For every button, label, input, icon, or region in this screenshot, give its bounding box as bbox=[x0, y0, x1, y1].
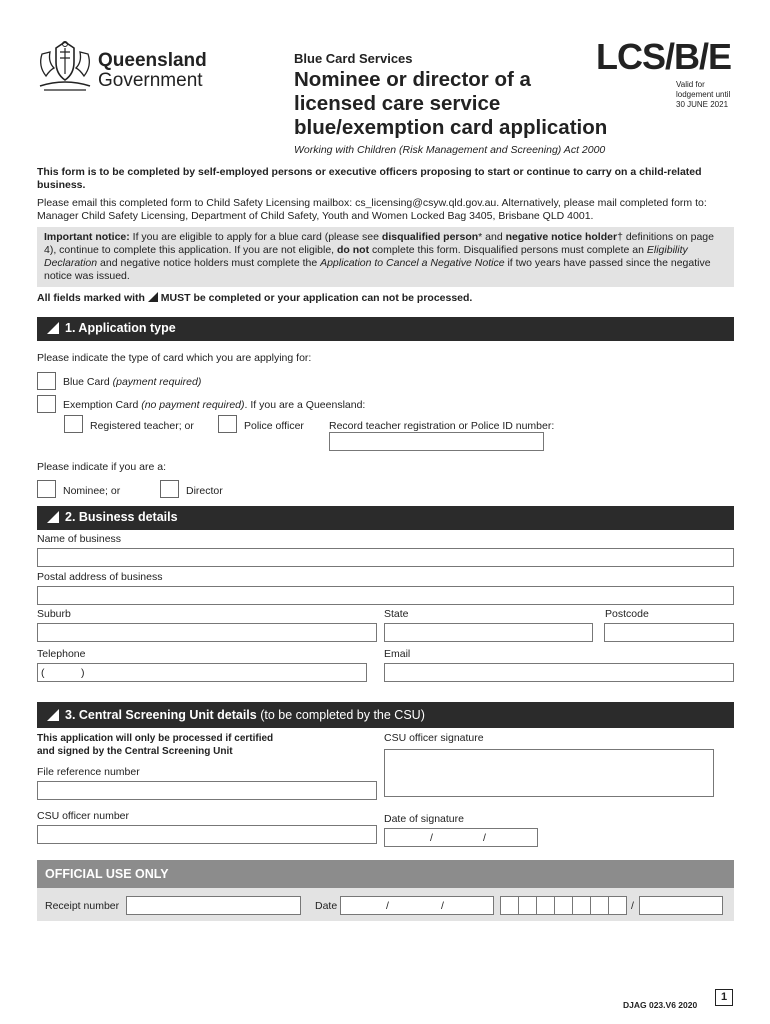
director-checkbox[interactable] bbox=[160, 480, 179, 498]
postal-address-input[interactable] bbox=[37, 586, 734, 605]
intro-paragraph-2: Please email this completed form to Child Safety Licensing mailbox: cs_licensing@csyw.qld.gov.au. Alternatively, please mail completed form to: Manager Child Safety Licensing, Department of Child Safety, Youth and Women Locked Bag 3405, Brisbane QLD 4001. bbox=[37, 197, 707, 222]
code-slash: / bbox=[631, 900, 634, 912]
form-version-code: DJAG 023.V6 2020 bbox=[623, 1000, 698, 1010]
org-name-line1: Queensland bbox=[98, 50, 207, 71]
email-label: Email bbox=[384, 648, 411, 660]
date-slash-2: / bbox=[483, 832, 486, 844]
nominee-label: Nominee; or bbox=[63, 485, 121, 497]
title-line3: blue/exemption card application bbox=[294, 116, 608, 139]
notice-disqualified: disqualified person bbox=[381, 231, 479, 243]
police-officer-checkbox[interactable] bbox=[218, 415, 237, 433]
exemption-tail: . If you are a Queensland: bbox=[244, 399, 366, 411]
csu-warning-line1: This application will only be processed if certified bbox=[37, 733, 274, 744]
page-title bbox=[294, 68, 607, 140]
official-use-title: OFFICIAL USE ONLY bbox=[45, 867, 169, 881]
title-line1: Nominee or director of a bbox=[294, 68, 531, 91]
csu-signature-field[interactable] bbox=[384, 749, 714, 797]
receipt-number-input[interactable] bbox=[126, 896, 301, 915]
official-date-label: Date bbox=[315, 900, 338, 912]
registered-teacher-checkbox[interactable] bbox=[64, 415, 83, 433]
code-box[interactable] bbox=[500, 896, 519, 915]
postal-address-label: Postal address of business bbox=[37, 571, 163, 583]
code-box[interactable] bbox=[590, 896, 609, 915]
page-number: 1 bbox=[715, 989, 733, 1006]
validity-note bbox=[676, 80, 730, 110]
mandatory-note bbox=[37, 292, 472, 305]
official-date-slash-2: / bbox=[441, 900, 444, 912]
suburb-input[interactable] bbox=[37, 623, 377, 642]
csu-officer-number-input[interactable] bbox=[37, 825, 377, 844]
state-label: State bbox=[384, 608, 409, 620]
notice-text-a: If you are eligible to apply for a blue card (please see bbox=[129, 231, 382, 243]
police-officer-label: Police officer bbox=[244, 420, 304, 432]
blue-card-text: Blue Card bbox=[63, 376, 113, 388]
valid-line1: Valid for bbox=[676, 80, 705, 89]
form-code: LCS/B/E bbox=[596, 36, 732, 77]
notice-text-g: complete this form. Disqualified persons must complete an bbox=[369, 244, 647, 256]
important-notice bbox=[37, 227, 734, 287]
code-box[interactable] bbox=[554, 896, 573, 915]
date-of-signature-label: Date of signature bbox=[384, 813, 464, 825]
coat-of-arms-icon bbox=[36, 40, 94, 94]
csu-warning bbox=[37, 732, 273, 758]
act-reference: Working with Children (Risk Management and Screening) Act 2000 bbox=[294, 144, 606, 156]
state-input[interactable] bbox=[384, 623, 593, 642]
mandatory-marker-icon bbox=[148, 292, 158, 302]
area-code-close: ) bbox=[81, 667, 85, 679]
email-input[interactable] bbox=[384, 663, 734, 682]
exemption-text: Exemption Card bbox=[63, 399, 142, 411]
csu-signature-label: CSU officer signature bbox=[384, 732, 484, 744]
file-reference-label: File reference number bbox=[37, 766, 140, 778]
role-prompt: Please indicate if you are a: bbox=[37, 461, 166, 473]
blue-card-label bbox=[63, 376, 201, 388]
official-date-input[interactable] bbox=[340, 896, 494, 915]
telephone-label: Telephone bbox=[37, 648, 86, 660]
valid-line2: lodgement until bbox=[676, 90, 731, 99]
mandatory-text-b: MUST be completed or your application can not be processed. bbox=[157, 292, 473, 304]
official-reference-input[interactable] bbox=[639, 896, 723, 915]
org-name bbox=[98, 51, 207, 91]
blue-card-note: (payment required) bbox=[112, 376, 202, 388]
code-box[interactable] bbox=[608, 896, 627, 915]
notice-eligibility: Eligibility Declaration bbox=[44, 244, 688, 269]
notice-text-k: if two years have passed since the negative notice was issued. bbox=[44, 257, 711, 282]
file-reference-input[interactable] bbox=[37, 781, 377, 800]
exemption-card-checkbox[interactable] bbox=[37, 395, 56, 413]
registration-id-input[interactable] bbox=[329, 432, 544, 451]
csu-officer-number-label: CSU officer number bbox=[37, 810, 130, 822]
postcode-input[interactable] bbox=[604, 623, 734, 642]
org-name-line2: Government bbox=[98, 70, 203, 91]
business-name-label: Name of business bbox=[37, 533, 122, 545]
section-3-title: 3. Central Screening Unit details bbox=[65, 708, 257, 722]
card-type-prompt: Please indicate the type of card which you are applying for: bbox=[37, 352, 312, 364]
date-of-signature-input[interactable] bbox=[384, 828, 538, 847]
exemption-card-label bbox=[63, 399, 365, 411]
exemption-note: (no payment required) bbox=[141, 399, 245, 411]
registered-teacher-label: Registered teacher; or bbox=[90, 420, 194, 432]
date-slash-1: / bbox=[430, 832, 433, 844]
government-logo bbox=[36, 40, 94, 94]
official-use-header bbox=[37, 860, 734, 888]
mandatory-marker-icon bbox=[47, 511, 59, 523]
area-code-open: ( bbox=[41, 667, 45, 679]
notice-do-not: do not bbox=[337, 244, 370, 256]
mandatory-marker-icon bbox=[47, 709, 59, 721]
notice-text-e: † definitions on page 4), continue to complete this application. If you are not eligible, bbox=[44, 231, 714, 256]
department-name: Blue Card Services bbox=[294, 51, 413, 66]
notice-text-c: * and bbox=[478, 231, 506, 243]
official-date-slash-1: / bbox=[386, 900, 389, 912]
section-1-header bbox=[37, 317, 734, 341]
suburb-label: Suburb bbox=[37, 608, 71, 620]
title-line2: licensed care service bbox=[294, 92, 501, 115]
section-1-title: 1. Application type bbox=[65, 321, 176, 335]
csu-warning-line2: and signed by the Central Screening Unit bbox=[37, 746, 233, 757]
business-name-input[interactable] bbox=[37, 548, 734, 567]
postcode-label: Postcode bbox=[605, 608, 649, 620]
director-label: Director bbox=[186, 485, 223, 497]
section-2-title: 2. Business details bbox=[65, 510, 178, 524]
code-box[interactable] bbox=[518, 896, 537, 915]
official-use-panel bbox=[37, 860, 734, 921]
notice-cancel-form: Application to Cancel a Negative Notice bbox=[320, 257, 505, 269]
mandatory-text-a: All fields marked with bbox=[37, 292, 148, 304]
receipt-number-label: Receipt number bbox=[45, 900, 120, 912]
intro-paragraph-1: This form is to be completed by self-employed persons or executive officers proposing to start or continue to carry on a child-related business. bbox=[37, 166, 702, 191]
section-3-header bbox=[37, 702, 734, 728]
section-2-header bbox=[37, 506, 734, 530]
notice-text-i: and negative notice holders must complete the bbox=[97, 257, 321, 269]
code-boxes bbox=[500, 896, 630, 915]
code-box[interactable] bbox=[536, 896, 555, 915]
notice-label: Important notice: bbox=[44, 231, 130, 243]
blue-card-checkbox[interactable] bbox=[37, 372, 56, 390]
valid-line3: 30 JUNE 2021 bbox=[676, 100, 729, 109]
code-box[interactable] bbox=[572, 896, 591, 915]
record-id-label: Record teacher registration or Police ID number: bbox=[329, 420, 555, 432]
section-3-note: (to be completed by the CSU) bbox=[256, 708, 425, 722]
mandatory-marker-icon bbox=[47, 322, 59, 334]
telephone-input[interactable] bbox=[37, 663, 367, 682]
nominee-checkbox[interactable] bbox=[37, 480, 56, 498]
notice-negative-holder: negative notice holder bbox=[505, 231, 618, 243]
